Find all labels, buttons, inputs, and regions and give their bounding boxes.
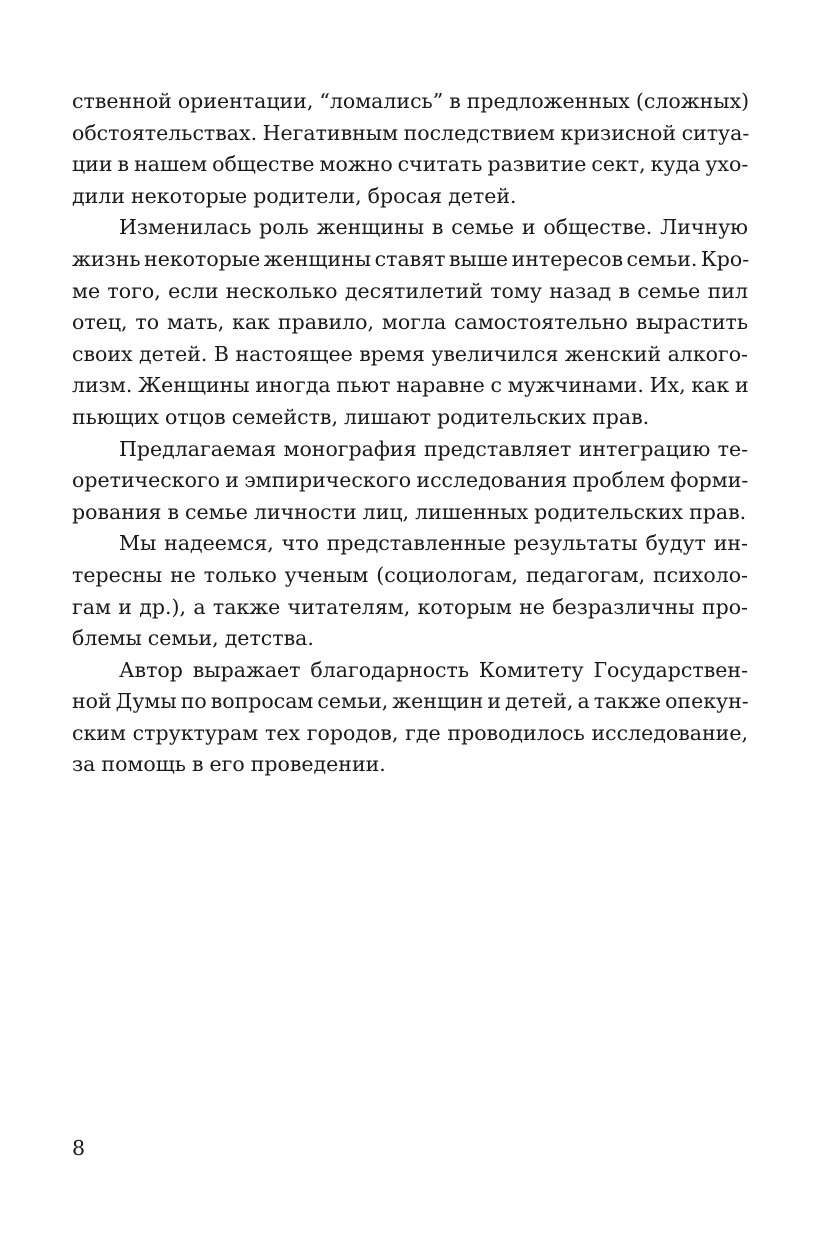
paragraph	[72, 528, 748, 654]
paragraph	[72, 212, 748, 433]
text-line: дили некоторые родители, бросая детей.	[72, 183, 517, 208]
text-line: оретического и эмпирического исследования проблем форми-	[72, 468, 749, 493]
text-line: ственной ориентации, “ломались” в предложенных (сложных)	[72, 89, 750, 113]
text-line: рования в семье личности лиц, лишенных родительских прав.	[72, 499, 747, 524]
paragraph	[72, 434, 748, 529]
text-line: Изменилась роль женщины в семье и обществе. Личную	[119, 215, 748, 240]
text-line: лизм. Женщины иногда пьют наравне с мужчинами. Их, как и	[72, 373, 749, 398]
text-line: Автор выражает благодарность Комитету Государствен-	[119, 657, 748, 682]
text-line: жизнь некоторые женщины ставят выше интересов семьи. Кро-	[72, 246, 750, 271]
text-line: обстоятельствах. Негативным последствием кризисной ситуа-	[72, 120, 750, 145]
paragraph	[72, 86, 748, 212]
page-number: 8	[72, 1136, 86, 1160]
text-line: пьющих отцов семейств, лишают родительских прав.	[72, 404, 650, 429]
text-line: своих детей. В настоящее время увеличился женский алкого-	[72, 341, 748, 366]
text-line: за помощь в его проведении.	[72, 752, 386, 777]
text-line: Предлагаемая монография представляет интеграцию те-	[119, 436, 748, 461]
text-line: ции в нашем обществе можно считать развитие сект, куда ухо-	[72, 152, 749, 177]
text-line: тересны не только ученым (социологам, педагогам, психоло-	[72, 562, 748, 587]
text-line: Мы надеемся, что представленные результаты будут ин-	[119, 531, 748, 556]
text-line: гам и др.), а также читателям, которым не безразличны про-	[72, 594, 748, 619]
main-text	[72, 86, 748, 781]
text-line: блемы семьи, детства.	[72, 626, 314, 651]
text-line: ной Думы по вопросам семьи, женщин и детей, а также опекун-	[72, 689, 749, 714]
text-line: отец, то мать, как правило, могла самостоятельно вырастить	[72, 310, 748, 335]
text-line: ским структурам тех городов, где проводилось исследование,	[72, 720, 748, 745]
text-line: ме того, если несколько десятилетий тому назад в семье пил	[72, 278, 748, 303]
paragraph	[72, 655, 748, 781]
